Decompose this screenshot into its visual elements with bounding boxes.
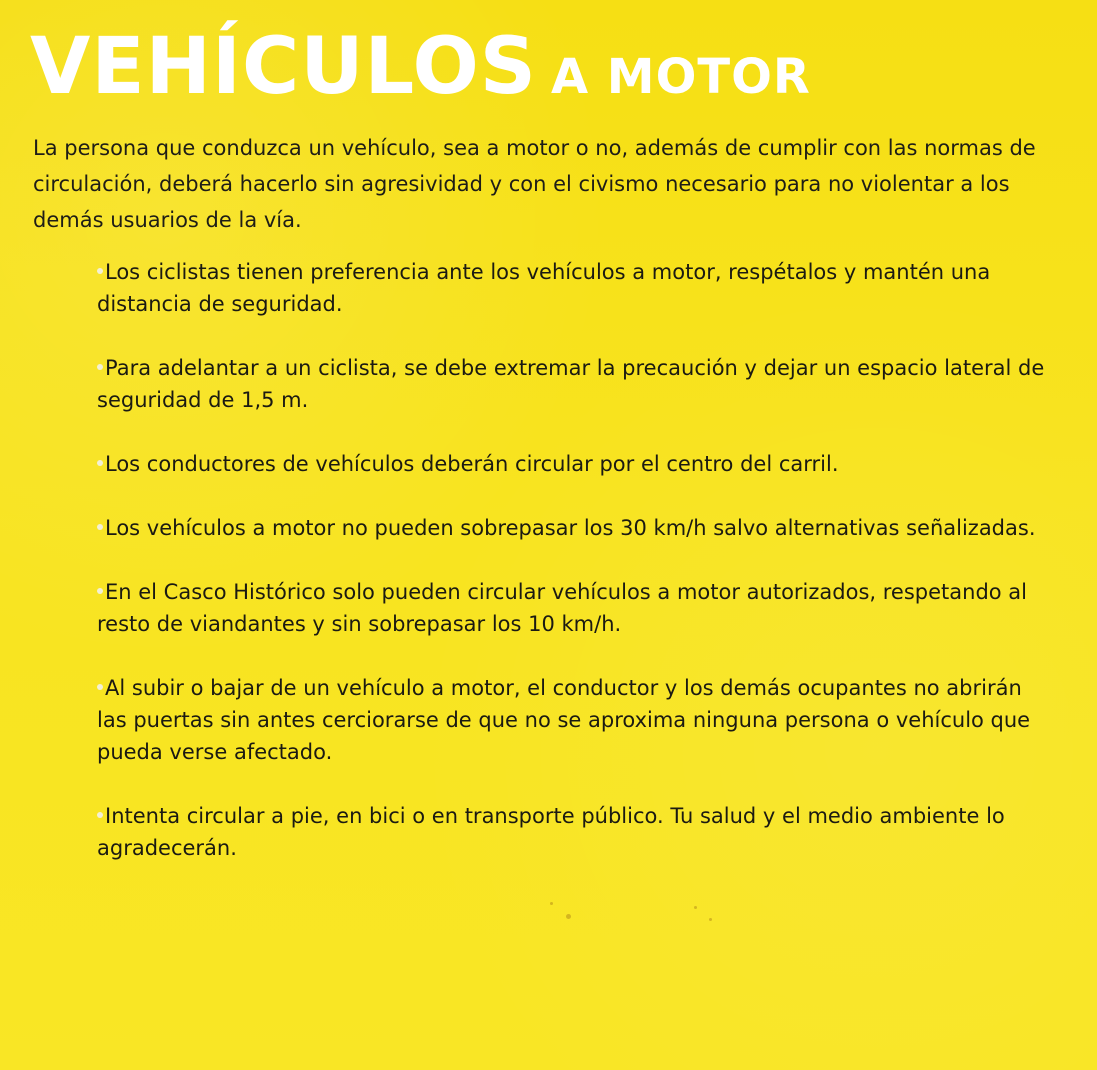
bullet-dot-icon (97, 364, 103, 370)
list-item-text: Al subir o bajar de un vehículo a motor, el conductor y los demás ocupantes no abrirán las puertas sin antes cerciorarse de que no se aproxima ninguna persona o vehículo que pueda verse afectado. (97, 676, 1031, 764)
list-item (97, 256, 1057, 320)
bullet-dot-icon (97, 812, 103, 818)
paper-stain (694, 906, 697, 909)
bullet-dot-icon (97, 268, 103, 274)
list-item-text: Los conductores de vehículos deberán circular por el centro del carril. (105, 452, 839, 476)
paper-stain (550, 902, 553, 905)
list-item-text: Intenta circular a pie, en bici o en transporte público. Tu salud y el medio ambiente lo agradecerán. (97, 804, 1005, 860)
list-item-text: Los ciclistas tienen preferencia ante los vehículos a motor, respétalos y mantén una distancia de seguridad. (97, 260, 991, 316)
paper-stain (566, 914, 571, 919)
bullet-dot-icon (97, 684, 103, 690)
list-item (97, 448, 1057, 480)
list-item-text: Para adelantar a un ciclista, se debe extremar la precaución y dejar un espacio lateral de seguridad de 1,5 m. (97, 356, 1045, 412)
list-item (97, 576, 1057, 640)
paper-stain (709, 918, 712, 921)
page-title (30, 22, 811, 112)
list-item (97, 672, 1057, 768)
intro-paragraph: La persona que conduzca un vehículo, sea a motor o no, además de cumplir con las normas de circulación, deberá hacerlo sin agresividad y con el civismo necesario para no violentar a los demás usuarios de la vía. (33, 136, 1036, 232)
list-item (97, 512, 1057, 544)
list-item (97, 352, 1057, 416)
list-item-text: Los vehículos a motor no pueden sobrepasar los 30 km/h salvo alternativas señalizadas. (105, 516, 1036, 540)
list-item-text: En el Casco Histórico solo pueden circular vehículos a motor autorizados, respetando al resto de viandantes y sin sobrepasar los 10 km/h. (97, 580, 1028, 636)
title-main: VEHÍCULOS (30, 22, 537, 112)
list-item (97, 800, 1057, 864)
bullet-dot-icon (97, 588, 103, 594)
bullet-dot-icon (97, 460, 103, 466)
bullet-dot-icon (97, 524, 103, 530)
title-sub: A MOTOR (550, 49, 811, 105)
rules-list (97, 256, 1057, 864)
